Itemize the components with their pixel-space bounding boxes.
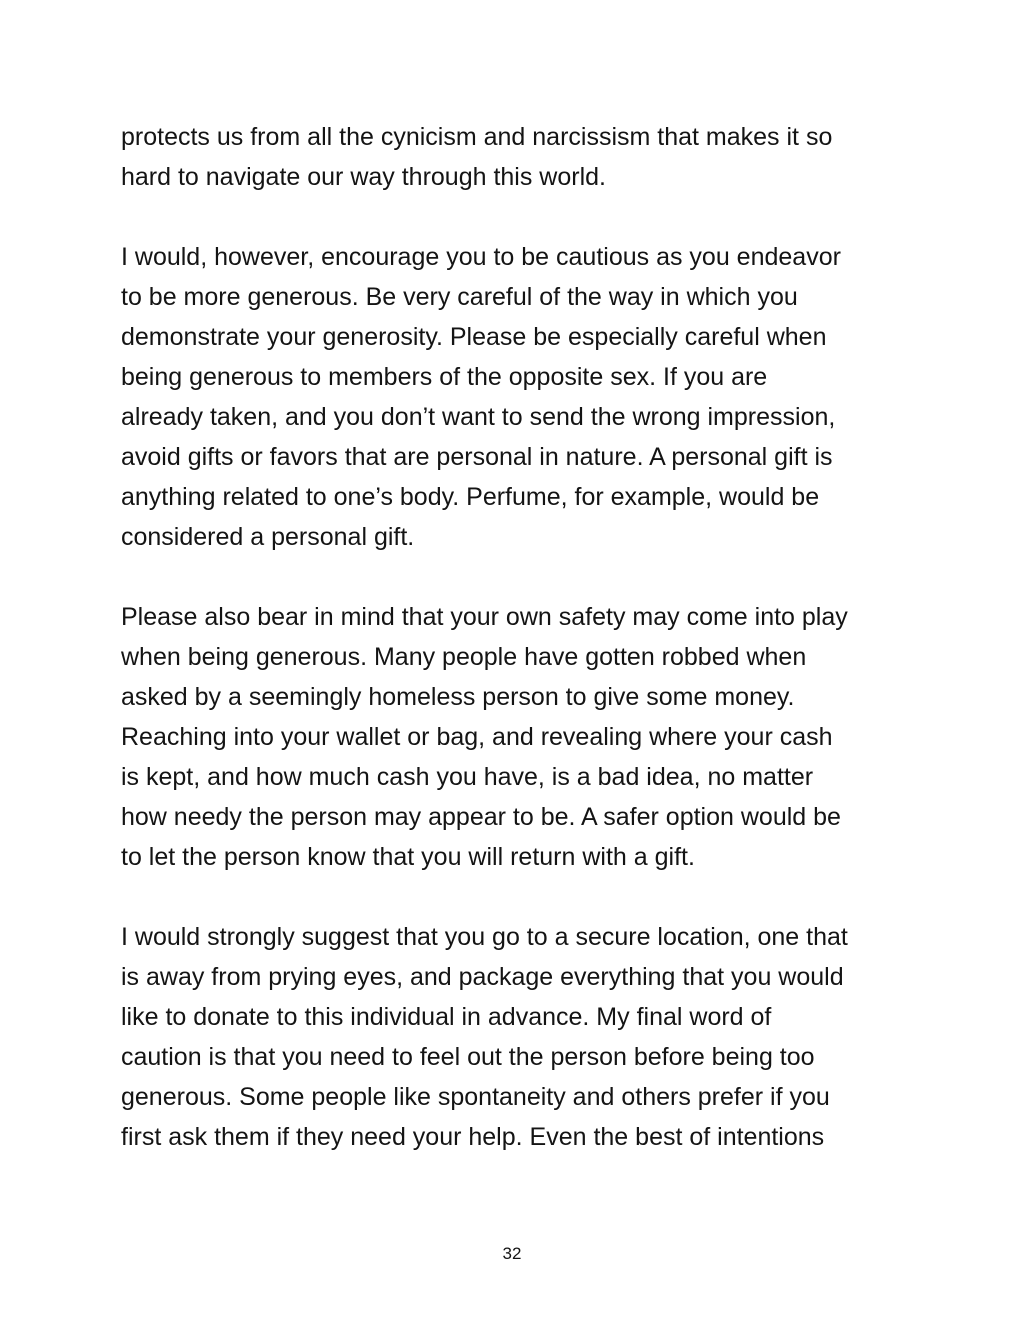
text-line: to be more generous. Be very careful of the way in which you — [121, 283, 798, 311]
text-line: considered a personal gift. — [121, 523, 415, 551]
page-number: 32 — [502, 1244, 522, 1263]
text-line: already taken, and you don’t want to send the wrong impression, — [121, 403, 836, 431]
body-text — [121, 117, 921, 1197]
text-line: caution is that you need to feel out the person before being too — [121, 1043, 815, 1071]
text-line: first ask them if they need your help. Even the best of intentions — [121, 1123, 825, 1151]
text-line: avoid gifts or favors that are personal in nature. A personal gift is — [121, 443, 833, 471]
text-line: generous. Some people like spontaneity and others prefer if you — [121, 1083, 830, 1111]
text-line: Reaching into your wallet or bag, and revealing where your cash — [121, 723, 833, 751]
text-line: protects us from all the cynicism and narcissism that makes it so — [121, 123, 833, 151]
text-line: to let the person know that you will return with a gift. — [121, 843, 695, 871]
text-line: Please also bear in mind that your own safety may come into play — [121, 603, 848, 631]
text-line: asked by a seemingly homeless person to give some money. — [121, 683, 795, 711]
text-line: anything related to one’s body. Perfume, for example, would be — [121, 483, 820, 511]
text-line: is kept, and how much cash you have, is a bad idea, no matter — [121, 763, 814, 791]
text-line: when being generous. Many people have gotten robbed when — [121, 643, 807, 671]
text-line: demonstrate your generosity. Please be especially careful when — [121, 323, 827, 351]
text-line: how needy the person may appear to be. A safer option would be — [121, 803, 841, 831]
text-line: I would, however, encourage you to be cautious as you endeavor — [121, 243, 841, 271]
paragraph-2 — [121, 237, 921, 557]
text-line: I would strongly suggest that you go to a secure location, one that — [121, 923, 848, 951]
text-line: being generous to members of the opposite sex. If you are — [121, 363, 768, 391]
paragraph-1 — [121, 117, 921, 197]
paragraph-3 — [121, 597, 921, 877]
text-line: is away from prying eyes, and package everything that you would — [121, 963, 844, 991]
text-line: like to donate to this individual in advance. My final word of — [121, 1003, 772, 1031]
paragraph-4 — [121, 917, 921, 1157]
text-line: hard to navigate our way through this world. — [121, 163, 606, 191]
